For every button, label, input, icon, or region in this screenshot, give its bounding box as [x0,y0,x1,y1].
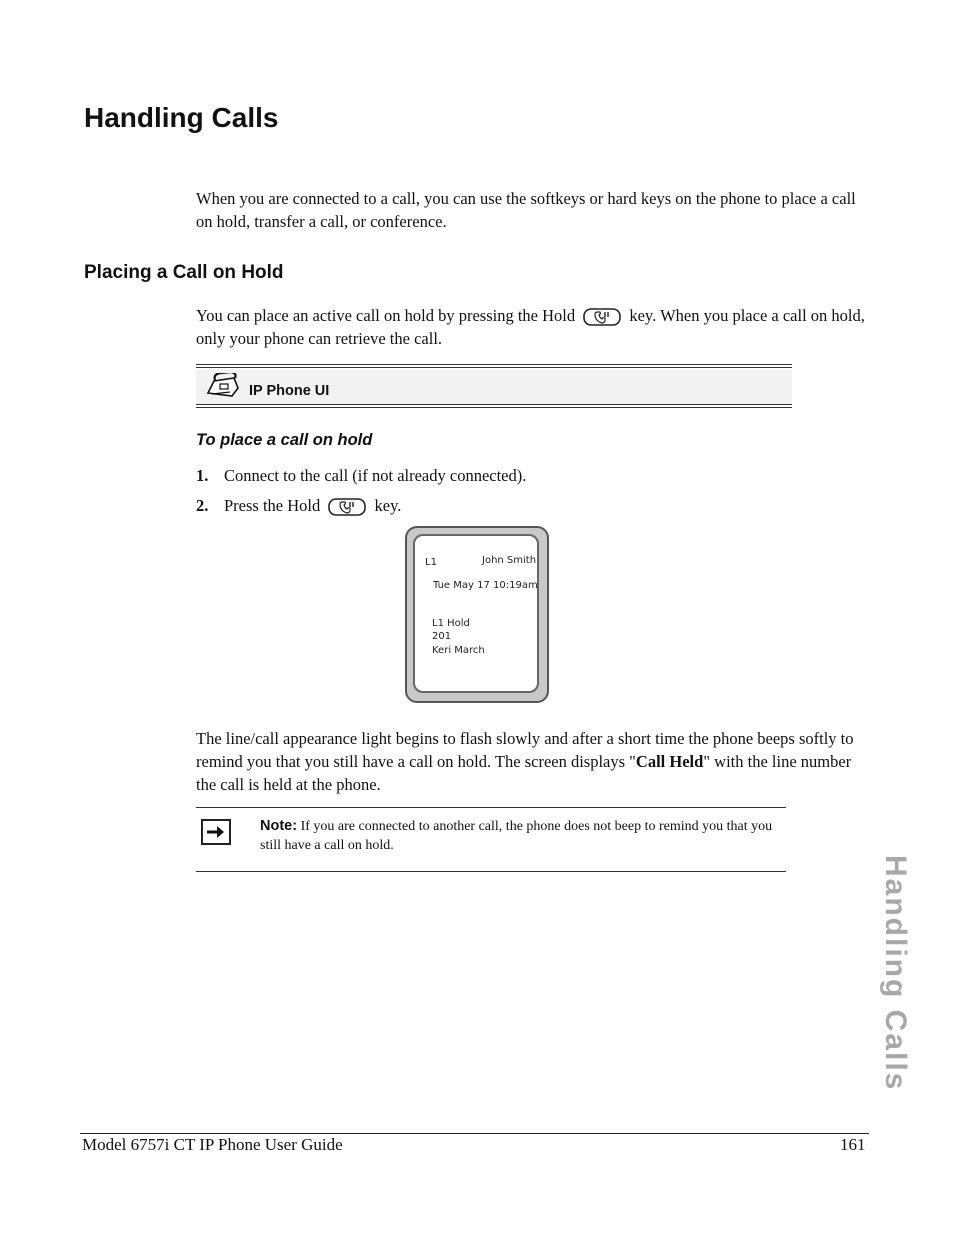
screen-caller-name: John Smith [482,555,537,566]
result-text-start: The line/call appearance light begins to flash slowly and after a short time the phone beeps softly to remind you that you still have a call on hold. The screen displays " [196,729,854,771]
chapter-side-tab [862,855,914,1110]
step-number: 1. [196,466,209,485]
result-paragraph [196,727,866,796]
hold-paragraph [196,304,866,350]
step-text: Connect to the call (if not already connected). [224,466,527,485]
note-body: If you are connected to another call, the phone does not beep to remind you that you still have a call on hold. [260,819,773,853]
hold-paragraph-end: key. When you place a call on hold, only your phone can retrieve the call. [196,306,865,348]
step-2 [196,495,401,517]
ip-phone-ui-label: IP Phone UI [249,383,330,399]
page-title: Handling Calls [84,102,279,133]
footer-rule [80,1133,869,1134]
step-number: 2. [196,496,209,515]
screen-status-line: 201 [432,631,452,642]
screen-datetime: Tue May 17 10:19am [433,580,538,591]
screen-line-label: L1 [425,557,437,568]
hold-key-icon [328,498,366,516]
hold-key-icon [583,308,621,326]
screen-status-line: L1 Hold [432,618,470,629]
step-1 [196,465,526,487]
arrow-right-icon [201,819,231,845]
page-number: 161 [840,1135,866,1154]
footer-guide-title: Model 6757i CT IP Phone User Guide [82,1135,343,1154]
intro-paragraph: When you are connected to a call, you can use the softkeys or hard keys on the phone to place a call on hold, transfer a call, or conference. [196,189,856,231]
hold-paragraph-start: You can place an active call on hold by pressing the Hold [196,306,576,325]
note-box [196,807,786,872]
ip-phone-ui-banner [196,364,792,410]
note-label: Note: [260,818,298,834]
step-text-end: key. [374,496,402,515]
procedure-title: To place a call on hold [196,431,373,449]
section-heading: Placing a Call on Hold [84,262,284,283]
side-tab-label: Handling Calls [879,855,912,1092]
screen-status-line: Keri March [432,645,485,656]
call-held-text: Call Held [635,752,704,771]
result-text-end: " with the line number the call is held at the phone. [196,752,852,794]
step-text: Press the Hold [224,496,321,515]
phone-screen-illustration [405,526,549,703]
note-text [260,817,786,855]
